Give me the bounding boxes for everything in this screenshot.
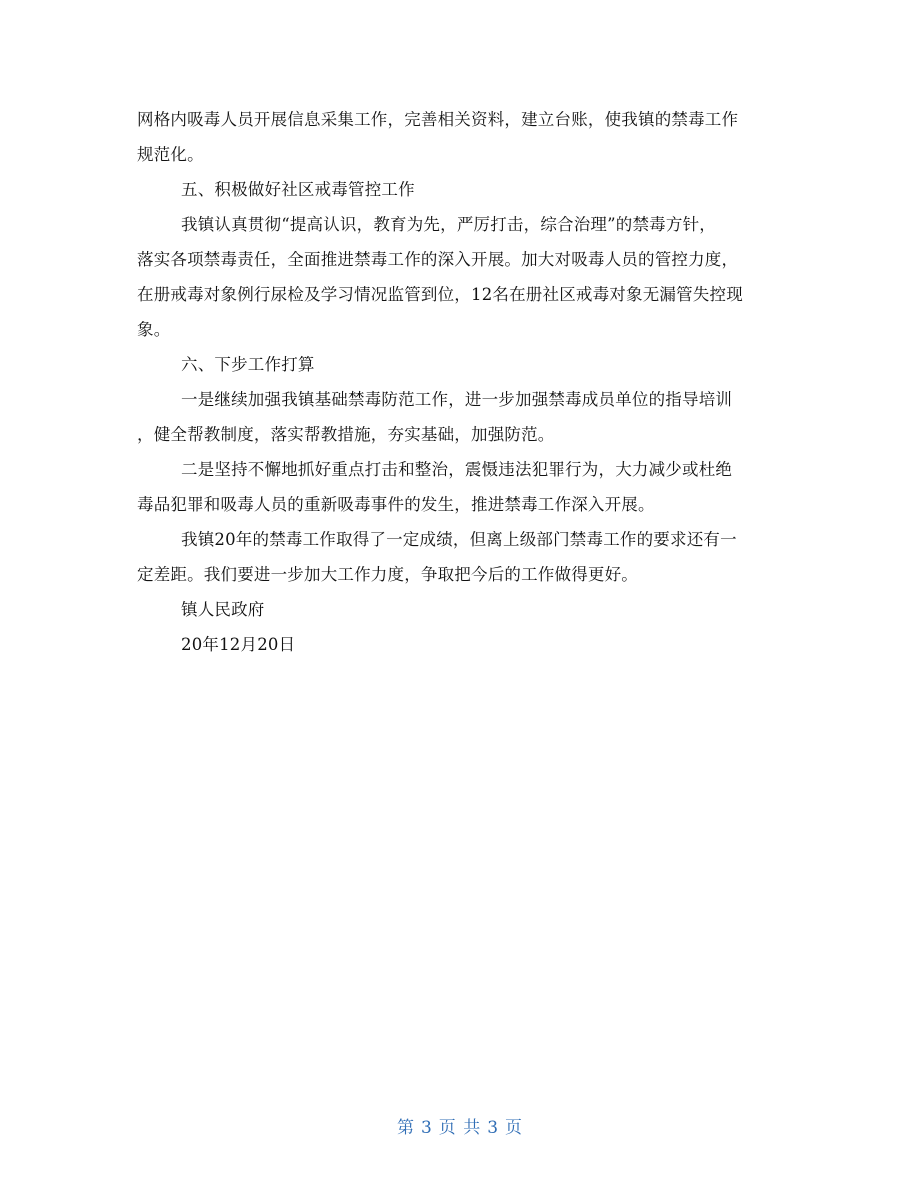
text-line: 二是坚持不懈地抓好重点打击和整治，震慑违法犯罪行为，大力减少或杜绝	[181, 460, 733, 479]
text-line: 我镇20年的禁毒工作取得了一定成绩，但离上级部门禁毒工作的要求还有一	[181, 530, 737, 549]
text-line: 网格内吸毒人员开展信息采集工作，完善相关资料，建立台账，使我镇的禁毒工作	[137, 110, 739, 129]
text-line: 象。	[137, 320, 171, 339]
text-line: 在册戒毒对象例行尿检及学习情况监管到位，12名在册社区戒毒对象无漏管失控现	[137, 285, 743, 304]
signature-organization: 镇人民政府	[181, 600, 265, 619]
text-line: 落实各项禁毒责任，全面推进禁毒工作的深入开展。加大对吸毒人员的管控力度，	[137, 250, 739, 269]
text-line: 定差距。我们要进一步加大工作力度，争取把今后的工作做得更好。	[137, 565, 638, 584]
footer-page-number: 3	[420, 1118, 433, 1138]
footer-middle: 页 共	[438, 1118, 482, 1138]
text-line: ，健全帮教制度，落实帮教措施，夯实基础，加强防范。	[137, 425, 555, 444]
footer-total-pages: 3	[487, 1118, 500, 1138]
text-line: 规范化。	[137, 145, 204, 164]
footer-prefix: 第	[396, 1118, 415, 1138]
page-footer	[0, 1113, 920, 1138]
footer-suffix: 页	[505, 1118, 524, 1138]
section-heading: 五、积极做好社区戒毒管控工作	[181, 180, 415, 199]
text-line: 一是继续加强我镇基础禁毒防范工作，进一步加强禁毒成员单位的指导培训	[181, 390, 733, 409]
text-line: 毒品犯罪和吸毒人员的重新吸毒事件的发生，推进禁毒工作深入开展。	[137, 495, 655, 514]
signature-date: 20年12月20日	[181, 635, 296, 654]
section-heading: 六、下步工作打算	[181, 355, 315, 374]
body-text	[137, 102, 797, 662]
text-line: 我镇认真贯彻“提高认识，教育为先，严厉打击，综合治理”的禁毒方针，	[181, 215, 716, 234]
document-body	[137, 102, 797, 662]
